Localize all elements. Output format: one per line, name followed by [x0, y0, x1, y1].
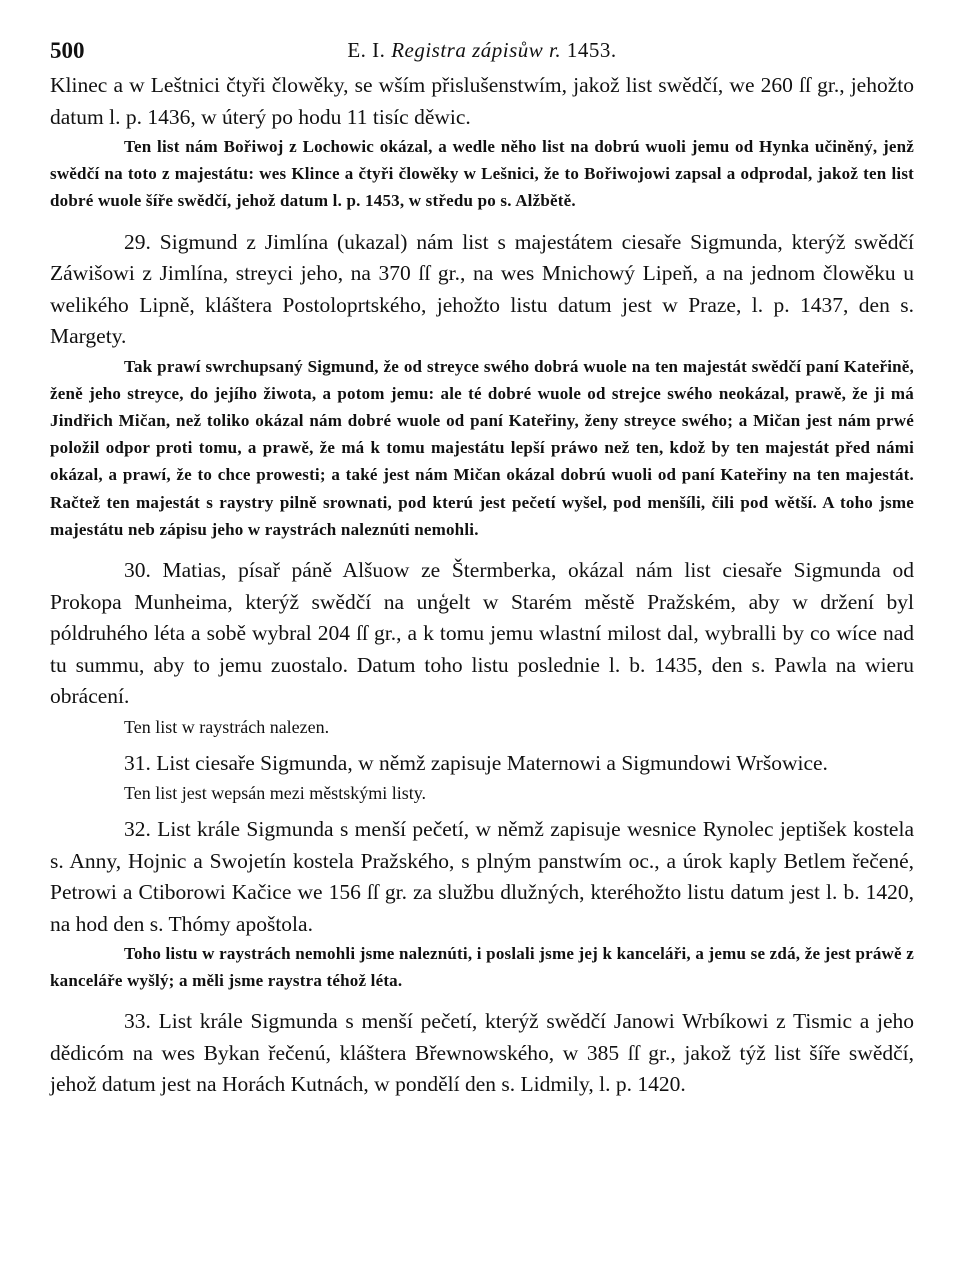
running-head-title: Registra zápisůw r. — [391, 38, 562, 62]
entry-note: Ten list nám Bořiwoj z Lochowic okázal, a wedle něho list na dobrú wuoli jemu od Hynka učiněný, jenž swědčí na toto z majestátu: wes Klince a čtyři člowěky w Lešnici, že to Bořiwojowi zapsal a odprodal, jakož ten list dobré wuole šíře swědčí, jehož datum l. p. 1453, w středu po s. Alžbětě. — [50, 137, 914, 211]
page-header — [50, 30, 914, 70]
entry-29: 29. Sigmund z Jimlína (ukazal) nám list s majestátem ciesaře Sigmunda, kterýž swědčí Záwišowi z Jimlína, streyci jeho, na 370 ſſ gr., na wes Mnichowý Lipeň, a na jednom člowěku u welikého Lipně, kláštera Postoloprtského, jehožto listu datum jest w Praze, l. p. 1437, den s. Margety. — [50, 229, 914, 349]
running-head-year: 1453. — [566, 38, 617, 62]
entry-33: 33. List krále Sigmunda s menší pečetí, kterýž swědčí Janowi Wrbíkowi z Tismic a jeho dědicóm na wes Bykan řečenú, kláštera Břewnowského, w 385 ſſ gr., jakož týž list šíře swědčí, jehož datum jest na Horách Kutnách, w pondělí den s. Lidmily, l. p. 1420. — [50, 1009, 914, 1097]
running-head-prefix: E. I. — [347, 38, 386, 62]
entry-note-32: Toho listu w raystrách nemohli jsme naleznúti, i poslali jsme jej k kanceláři, a jemu se zdá, že jest práwě z kanceláře wyšlý; a měli jsme raystra téhož léta. — [50, 944, 914, 991]
entry-30: 30. Matias, písař páně Alšuow ze Štermberka, okázal nám list ciesaře Sigmunda od Prokopa Munheima, kterýž swědčí na unģelt w Starém městě Pražském, aby w držení byl póldruhého léta a sobě wybral 204 ſſ gr., a k tomu jemu wlastní milost dal, wybralli by co wíce nad tu summu, aby to jemu zuostalo. Datum toho listu poslednie l. b. 1435, den s. Pawla na wieru obrácení. — [50, 558, 914, 709]
page-number: 500 — [50, 38, 85, 63]
entry-note-31: Ten list jest wepsán mezi městskými listy. — [124, 783, 427, 804]
entry-31: 31. List ciesaře Sigmunda, w němž zapisuje Maternowi a Sigmundowi Wršowice. — [124, 750, 828, 775]
running-head — [50, 38, 914, 63]
entry-32: 32. List krále Sigmunda s menší pečetí, w němž zapisuje wesnice Rynolec jeptišek kostela s. Anny, Hojnic a Swojetín kostela Pražského, s plným panstwím oc., a úrok kaply Betlem řečené, Petrowi a Ctiborowi Kačice we 156 ſſ gr. za službu dlužných, kteréhožto listu datum jest l. b. 1420, na hod den s. Thómy apoštola. — [50, 817, 914, 936]
entry-continuation: Klinec a w Leštnici čtyři člowěky, se wším přislušenstwím, jakož list swědčí, we 260 ſſ gr., jehožto datum l. p. 1436, w úterý po hodu 11 tisíc děwic. — [50, 73, 914, 129]
entry-note-29: Tak prawí swrchupsaný Sigmund, že od streyce swého dobrá wuole na ten majestát swědčí paní Kateřině, ženě jeho streyce, do jejího žiwota, a potom jemu: ale té dobré wuole od strejce swého neokázal, prawě, že ji má Jindřich Mičan, než toliko okázal nám dobré wuole od paní Kateřiny, ženy streyce swého; a Mičan jest nám prwé položil odpor proti tomu, a prawě, že má k tomu majestátu lepší práwo než ten, kdož by ten majestát před námi okázal, a prawí, že to chce prowesti; a také jest nám Mičan okázal dobrú wuoli od paní Kateřiny na ten majestát. Račtež ten majestát s raystry pilně srownati, pod kterú jest pečetí wyšel, pod menšíli, čili pod wětší. A toho jsme majestátu neb zápisu jeho w raystrách naleznúti nemohli. — [50, 356, 914, 539]
document-page — [50, 30, 914, 1101]
entry-note-30: Ten list w raystrách nalezen. — [124, 716, 330, 737]
